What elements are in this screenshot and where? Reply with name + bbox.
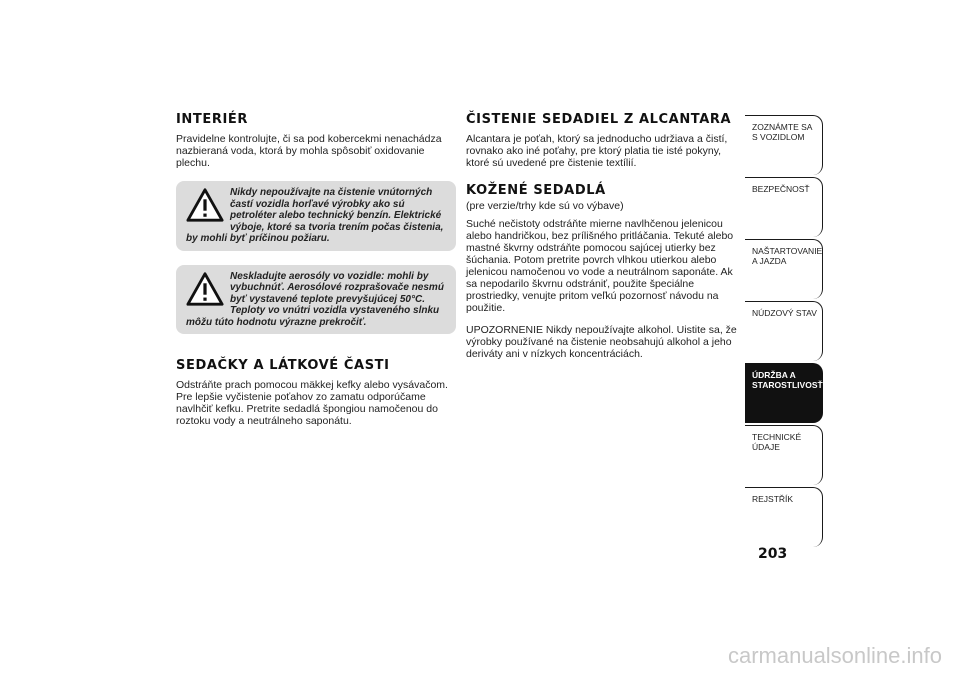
warning-triangle-icon <box>186 271 224 307</box>
tab-nudzovy-stav[interactable]: NÚDZOVÝ STAV <box>745 301 823 361</box>
heading-interier: INTERIÉR <box>176 112 249 127</box>
heading-sedacky: SEDAČKY A LÁTKOVÉ ČASTI <box>176 358 390 373</box>
kozene-body: Suché nečistoty odstráňte mierne navlhčenou jelenicou alebo handričkou, bez prílišného pritláčania. Tekuté alebo mastné škvrny odstráňte pomocou sajúcej utierky bez šúchania. Potom pretrite povrch vlhkou utierkou alebo jelenicou namočenou vo vode a neutrálnom saponáte. Ak sa nepodarilo škvrnu odstrániť, použite špeciálne prostriedky, venujte pritom veľkú pozornosť návodu na použitie. <box>466 218 734 314</box>
warning-triangle-icon <box>186 187 224 223</box>
tab-nastartovanie[interactable]: NAŠTARTOVANIE A JAZDA <box>745 239 823 299</box>
page-number: 203 <box>758 546 788 562</box>
alcantara-body: Alcantara je poťah, ktorý sa jednoducho udržiava a čistí, rovnako ako iné poťahy, pre ktorý platia tie isté pokyny, ktoré sú uvedené pre čistenie textílií. <box>466 133 728 169</box>
kozene-subtitle: (pre verzie/trhy kde sú vo výbave) <box>466 200 624 212</box>
warning-text-aerosol: Neskladujte aerosóly vo vozidle: mohli by vybuchnúť. Aerosólové rozprašovače nesmú byť vystavené teplote prevyšujúcej 50°C. Teploty vo vnútri vozidla vystaveného slnku môžu túto hodnotu výrazne prekročiť. <box>186 270 444 328</box>
watermark: carmanualsonline.info <box>727 643 942 668</box>
kozene-note: UPOZORNENIE Nikdy nepoužívajte alkohol. Uistite sa, že výrobky používané na čistenie neobsahujú alkohol a jeho deriváty ani v nízkych koncentráciách. <box>466 324 737 360</box>
warning-box-flammable <box>176 181 456 251</box>
heading-alcantara: ČISTENIE SEDADIEL Z ALCANTARA <box>466 112 732 127</box>
warning-text-flammable: Nikdy nepoužívajte na čistenie vnútorných častí vozidla horľavé výrobky ako sú petroléter alebo technický benzín. Elektrické výboje, ktoré sa tvoria trením počas čistenia, by mohli byť príčinou požiaru. <box>186 187 444 244</box>
tab-bezpecnost[interactable]: BEZPEČNOSŤ <box>745 177 823 237</box>
tab-udrzba[interactable]: ÚDRŽBA A STAROSTLIVOSŤ <box>745 363 823 423</box>
sedacky-body: Odstráňte prach pomocou mäkkej kefky alebo vysávačom. Pre lepšie vyčistenie poťahov zo zamatu odporúčame navlhčiť kefku. Pretrite sedadlá špongiou namočenou do roztoku vody a neutrálneho saponátu. <box>176 379 448 427</box>
tab-rejstrik[interactable]: REJSTŘÍK <box>745 487 823 547</box>
right-column <box>466 112 738 360</box>
heading-kozene: KOŽENÉ SEDADLÁ <box>466 183 606 198</box>
tab-zoznamte[interactable]: ZOZNÁMTE SA S VOZIDLOM <box>745 115 823 175</box>
interier-body: Pravidelne kontrolujte, či sa pod kobercekmi nenachádza nazbieraná voda, ktorá by mohla spôsobiť oxidovanie plechu. <box>176 133 442 169</box>
chapter-tabs <box>745 115 823 549</box>
warning-box-aerosol <box>176 265 456 335</box>
left-column <box>176 112 456 427</box>
tab-technicke-udaje[interactable]: TECHNICKÉ ÚDAJE <box>745 425 823 485</box>
